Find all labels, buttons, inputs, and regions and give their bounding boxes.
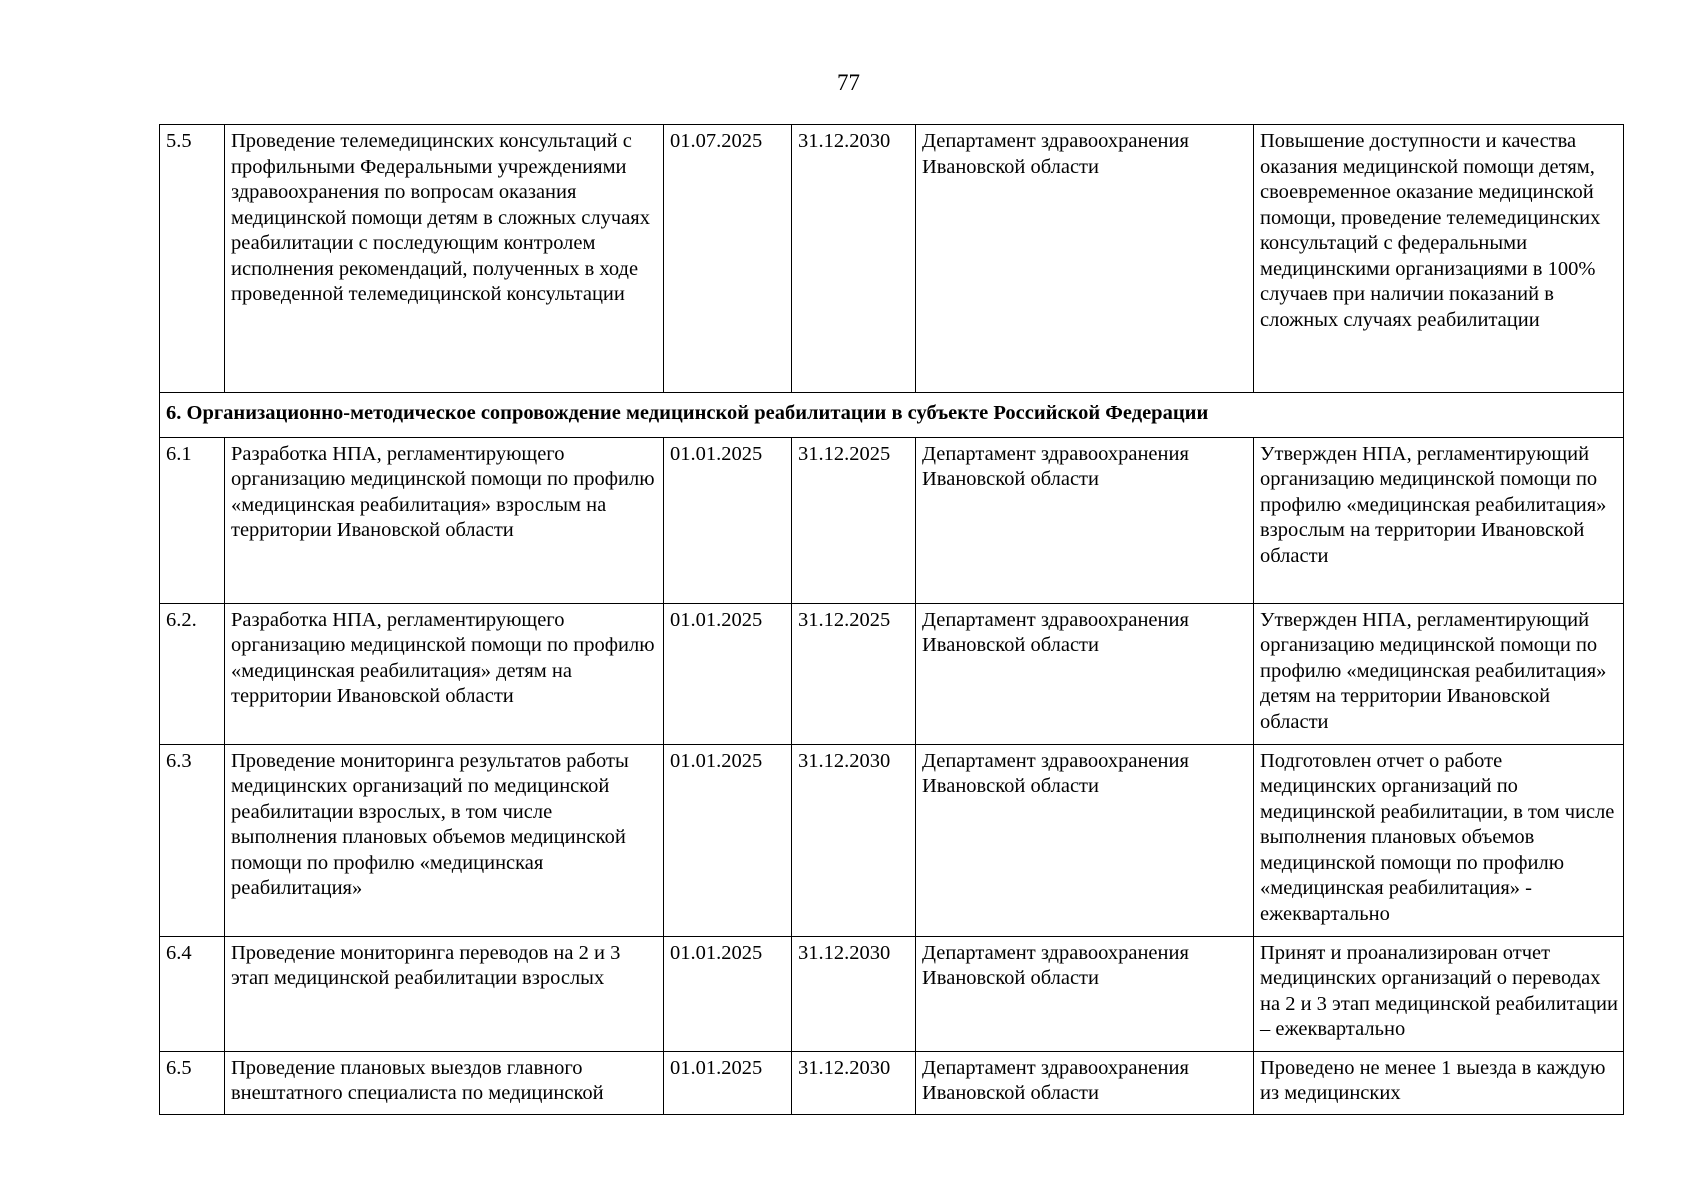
table-row <box>160 936 1624 1051</box>
responsible: Департамент здравоохранения Ивановской области <box>916 936 1254 1051</box>
page-number: 77 <box>837 70 860 95</box>
responsible: Департамент здравоохранения Ивановской области <box>916 1051 1254 1114</box>
responsible: Департамент здравоохранения Ивановской области <box>916 603 1254 744</box>
row-number: 5.5 <box>160 125 225 393</box>
row-number: 6.5 <box>160 1051 225 1114</box>
expected-result: Утвержден НПА, регламентирующий организацию медицинской помощи по профилю «медицинская реабилитация» взрослым на территории Ивановской области <box>1254 437 1624 603</box>
end-date: 31.12.2030 <box>792 936 916 1051</box>
measures-table <box>159 124 1624 1115</box>
event-name: Проведение плановых выездов главного внештатного специалиста по медицинской <box>225 1051 664 1114</box>
expected-result: Подготовлен отчет о работе медицинских организаций по медицинской реабилитации, в том числе выполнения плановых объемов медицинской помощи по профилю «медицинская реабилитация» - ежеквартально <box>1254 744 1624 936</box>
event-name: Разработка НПА, регламентирующего организацию медицинской помощи по профилю «медицинская реабилитация» детям на территории Ивановской области <box>225 603 664 744</box>
responsible: Департамент здравоохранения Ивановской области <box>916 437 1254 603</box>
end-date: 31.12.2030 <box>792 125 916 393</box>
expected-result: Утвержден НПА, регламентирующий организацию медицинской помощи по профилю «медицинская реабилитация» детям на территории Ивановской области <box>1254 603 1624 744</box>
event-name: Проведение мониторинга результатов работы медицинских организаций по медицинской реабилитации взрослых, в том числе выполнения плановых объемов медицинской помощи по профилю «медицинская реабилитация» <box>225 744 664 936</box>
row-number: 6.2. <box>160 603 225 744</box>
section-row <box>160 393 1624 438</box>
event-name: Проведение мониторинга переводов на 2 и 3 этап медицинской реабилитации взрослых <box>225 936 664 1051</box>
start-date: 01.01.2025 <box>664 603 792 744</box>
section-title: 6. Организационно-методическое сопровождение медицинской реабилитации в субъекте Российской Федерации <box>160 393 1624 438</box>
table-row <box>160 603 1624 744</box>
end-date: 31.12.2025 <box>792 603 916 744</box>
row-number: 6.1 <box>160 437 225 603</box>
start-date: 01.01.2025 <box>664 1051 792 1114</box>
table-row <box>160 744 1624 936</box>
responsible: Департамент здравоохранения Ивановской области <box>916 125 1254 393</box>
start-date: 01.01.2025 <box>664 437 792 603</box>
expected-result: Проведено не менее 1 выезда в каждую из медицинских <box>1254 1051 1624 1114</box>
start-date: 01.01.2025 <box>664 744 792 936</box>
row-number: 6.3 <box>160 744 225 936</box>
end-date: 31.12.2025 <box>792 437 916 603</box>
end-date: 31.12.2030 <box>792 1051 916 1114</box>
start-date: 01.07.2025 <box>664 125 792 393</box>
event-name: Разработка НПА, регламентирующего организацию медицинской помощи по профилю «медицинская реабилитация» взрослым на территории Ивановской области <box>225 437 664 603</box>
table-row <box>160 1051 1624 1114</box>
table-row <box>160 437 1624 603</box>
table-row <box>160 125 1624 393</box>
event-name: Проведение телемедицинских консультаций с профильными Федеральными учреждениями здравоохранения по вопросам оказания медицинской помощи детям в сложных случаях реабилитации с последующим контролем исполнения рекомендаций, полученных в ходе проведенной телемедицинской консультации <box>225 125 664 393</box>
row-number: 6.4 <box>160 936 225 1051</box>
end-date: 31.12.2030 <box>792 744 916 936</box>
expected-result: Повышение доступности и качества оказания медицинской помощи детям, своевременное оказание медицинской помощи, проведение телемедицинских консультаций с федеральными медицинскими организациями в 100% случаев при наличии показаний в сложных случаях реабилитации <box>1254 125 1624 393</box>
expected-result: Принят и проанализирован отчет медицинских организаций о переводах на 2 и 3 этап медицинской реабилитации – ежеквартально <box>1254 936 1624 1051</box>
responsible: Департамент здравоохранения Ивановской области <box>916 744 1254 936</box>
start-date: 01.01.2025 <box>664 936 792 1051</box>
